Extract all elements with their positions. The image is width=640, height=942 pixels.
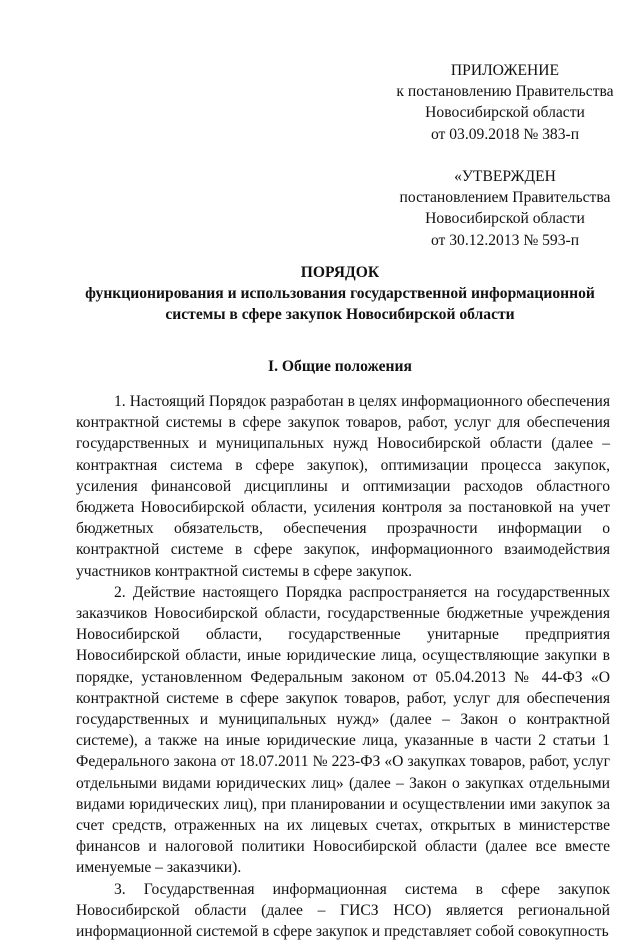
approval-title: «УТВЕРЖДЕН	[454, 168, 556, 185]
approval-stamp	[380, 166, 630, 251]
document-title	[70, 262, 610, 326]
title-line-2: функционирования и использования государственной информационной	[85, 285, 595, 303]
appendix-line-3: от 03.09.2018 № 383-п	[430, 125, 580, 143]
title-line-1: ПОРЯДОК	[300, 264, 380, 281]
appendix-line-2: Новосибирской области	[425, 104, 585, 122]
approval-line-2: Новосибирской области	[425, 210, 585, 228]
paragraph-2: 2. Действие настоящего Порядка распространяется на государственных заказчиков Новосибирской области, государственные бюджетные учреждения Новосибирской области, государственные унитарные предприятия Новосибирской области, иные юридические лица, осуществляющие закупки в порядке, установленном Федеральным законом от 05.04.2013 № 44-ФЗ «О контрактной системе в сфере закупок товаров, работ, услуг для обеспечения государственных и муниципальных нужд» (далее – Закон о контрактной системе), а также на иные юридические лица, указанные в части 2 статьи 1 Федерального закона от 18.07.2011 № 223-ФЗ «О закупках товаров, работ, услуг отдельными видами юридических лиц» (далее – Закон о закупках отдельными видами юридических лиц), при планировании и осуществлении ими закупок за счет средств, отраженных на их лицевых счетах, открытых в министерстве финансов и налоговой политики Новосибирской области (далее все вместе именуемые – заказчики).	[76, 583, 610, 877]
paragraph-1: 1. Настоящий Порядок разработан в целях информационного обеспечения контрактной системы в сфере закупок товаров, работ, услуг для обеспечения государственных и муниципальных нужд Новосибирской области (далее – контрактная система в сфере закупок), оптимизации процесса закупок, усиления финансовой дисциплины и оптимизации расходов областного бюджета Новосибирской области, усиления контроля за постановкой на учет бюджетных обязательств, обеспечения прозрачности информации о контрактной системе в сфере закупок, информационного взаимодействия участников контрактной системы в сфере закупок.	[76, 393, 610, 580]
approval-line-3: от 30.12.2013 № 593-п	[430, 231, 580, 249]
title-line-3: системы в сфере закупок Новосибирской области	[165, 306, 515, 324]
approval-line-1: постановлением Правительства	[399, 189, 611, 207]
section-heading: I. Общие положения	[268, 358, 412, 375]
document-body	[76, 391, 610, 942]
appendix-stamp	[380, 60, 630, 145]
appendix-title: ПРИЛОЖЕНИЕ	[450, 62, 560, 79]
appendix-line-1: к постановлению Правительства	[396, 83, 614, 101]
paragraph-3: 3. Государственная информационная система в сфере закупок Новосибирской области (далее – ГИСЗ НСО) является региональной информационной системой в сфере закупок и представляет собой совокупность	[76, 880, 610, 941]
